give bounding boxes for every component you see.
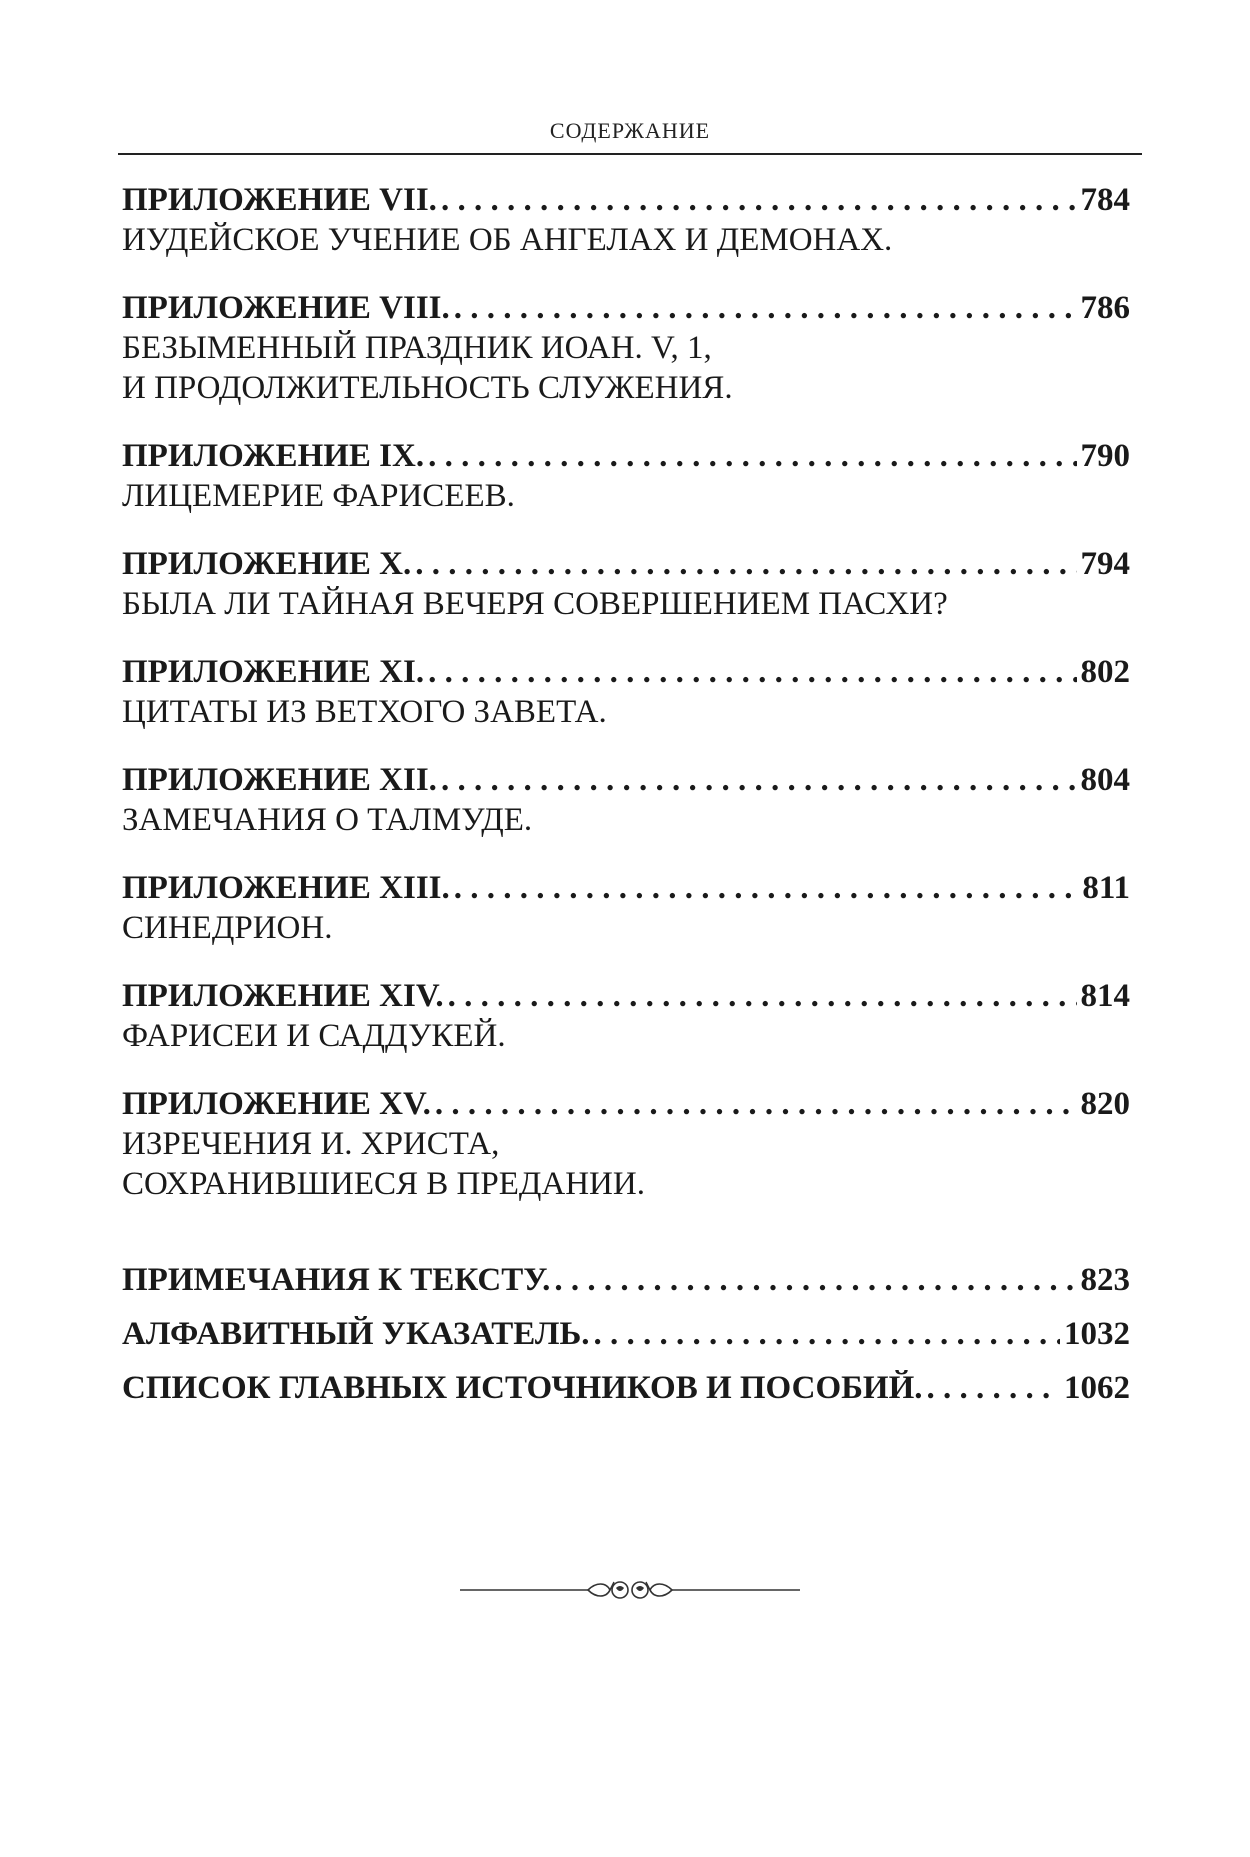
toc-heading-line	[122, 760, 1130, 800]
toc-entry	[122, 180, 1130, 260]
toc-entry-label: ПРИЛОЖЕНИЕ XI.	[122, 654, 425, 690]
appendix-list	[122, 180, 1130, 1204]
toc-page-number: 1062	[1064, 1370, 1130, 1406]
toc-heading-line	[122, 436, 1130, 476]
toc-heading-line	[122, 976, 1130, 1016]
toc-page-number: 784	[1080, 182, 1130, 218]
toc-page-number: 814	[1080, 978, 1130, 1014]
running-header: СОДЕРЖАНИЕ	[549, 118, 711, 143]
toc-entry-subtitle: БЫЛА ЛИ ТАЙНАЯ ВЕЧЕРЯ СОВЕРШЕНИЕМ ПАСХИ?	[122, 586, 948, 622]
toc-entry-label: ПРИЛОЖЕНИЕ X.	[122, 546, 412, 582]
dot-leader	[594, 1314, 1060, 1354]
toc-heading-line	[122, 1260, 1130, 1300]
toc-main-entry	[122, 1368, 1130, 1408]
toc-entry-label: ПРИЛОЖЕНИЕ XII.	[122, 762, 437, 798]
toc-page-number: 802	[1080, 654, 1130, 690]
dot-leader	[441, 760, 1077, 800]
toc-entry-label: ПРИЛОЖЕНИЕ XIV.	[122, 978, 444, 1014]
toc-entry-subtitle: ИЗРЕЧЕНИЯ И. ХРИСТА,	[122, 1126, 500, 1162]
toc-heading-line	[122, 180, 1130, 220]
toc-entry-label: ПРИЛОЖЕНИЕ XIII.	[122, 870, 450, 906]
section-gap	[122, 1232, 1130, 1260]
toc-entry-label: СПИСОК ГЛАВНЫХ ИСТОЧНИКОВ И ПОСОБИЙ.	[122, 1370, 923, 1406]
main-entries-list	[122, 1260, 1130, 1408]
dot-leader	[454, 868, 1079, 908]
dot-leader	[428, 436, 1076, 476]
dot-leader	[435, 1084, 1077, 1124]
dot-leader	[554, 1260, 1076, 1300]
toc-entry-subtitle: БЕЗЫМЕННЫЙ ПРАЗДНИК ИОАН. V, 1,	[122, 330, 712, 366]
toc-entry	[122, 652, 1130, 732]
toc-page-number: 811	[1082, 870, 1130, 906]
toc-heading-line	[122, 1314, 1130, 1354]
dot-leader	[441, 180, 1077, 220]
toc-entry-subtitle: СИНЕДРИОН.	[122, 910, 333, 946]
toc-page-number: 1032	[1064, 1316, 1130, 1352]
toc-entry-subtitle: ЗАМЕЧАНИЯ О ТАЛМУДЕ.	[122, 802, 533, 838]
toc-page-number: 794	[1080, 546, 1130, 582]
toc-page-number: 804	[1080, 762, 1130, 798]
toc-heading-line	[122, 868, 1130, 908]
toc-entry-label: ПРИЛОЖЕНИЕ IX.	[122, 438, 425, 474]
toc-entry	[122, 760, 1130, 840]
toc-entry-label: ПРИМЕЧАНИЯ К ТЕКСТУ.	[122, 1262, 551, 1298]
fleuron-divider-icon	[460, 1570, 800, 1610]
toc-entry-label: ПРИЛОЖЕНИЕ VIII.	[122, 290, 450, 326]
toc-entry-subtitle: ФАРИСЕИ И САДДУКЕЙ.	[122, 1018, 506, 1054]
toc-main-entry	[122, 1260, 1130, 1300]
toc-entry	[122, 868, 1130, 948]
toc-heading-line	[122, 1084, 1130, 1124]
toc-page-number: 790	[1080, 438, 1130, 474]
toc-entry-subtitle: ЛИЦЕМЕРИЕ ФАРИСЕЕВ.	[122, 478, 515, 514]
dot-leader	[454, 288, 1077, 328]
dot-leader	[415, 544, 1076, 584]
toc-heading-line	[122, 652, 1130, 692]
header-rule	[118, 153, 1142, 155]
dot-leader	[927, 1368, 1060, 1408]
toc-entry-label: ПРИЛОЖЕНИЕ VII.	[122, 182, 437, 218]
toc-entry-label: ПРИЛОЖЕНИЕ XV.	[122, 1086, 431, 1122]
toc-entry	[122, 436, 1130, 516]
toc-entry	[122, 544, 1130, 624]
toc-main-entry	[122, 1314, 1130, 1354]
toc-entry	[122, 1084, 1130, 1204]
toc-page-number: 820	[1080, 1086, 1130, 1122]
toc-page-number: 786	[1080, 290, 1130, 326]
toc-heading-line	[122, 288, 1130, 328]
toc-heading-line	[122, 544, 1130, 584]
toc-entry-label: АЛФАВИТНЫЙ УКАЗАТЕЛЬ.	[122, 1316, 590, 1352]
dot-leader	[448, 976, 1077, 1016]
toc-entry	[122, 288, 1130, 408]
toc-entry-subtitle: ЦИТАТЫ ИЗ ВЕТХОГО ЗАВЕТА.	[122, 694, 607, 730]
toc-heading-line	[122, 1368, 1130, 1408]
toc-entry-subtitle: И ПРОДОЛЖИТЕЛЬНОСТЬ СЛУЖЕНИЯ.	[122, 370, 733, 406]
toc-entry-subtitle: ИУДЕЙСКОЕ УЧЕНИЕ ОБ АНГЕЛАХ И ДЕМОНАХ.	[122, 222, 893, 258]
table-of-contents	[122, 180, 1130, 1422]
toc-entry	[122, 976, 1130, 1056]
toc-page-number: 823	[1080, 1262, 1130, 1298]
dot-leader	[428, 652, 1076, 692]
toc-entry-subtitle: СОХРАНИВШИЕСЯ В ПРЕДАНИИ.	[122, 1166, 645, 1202]
